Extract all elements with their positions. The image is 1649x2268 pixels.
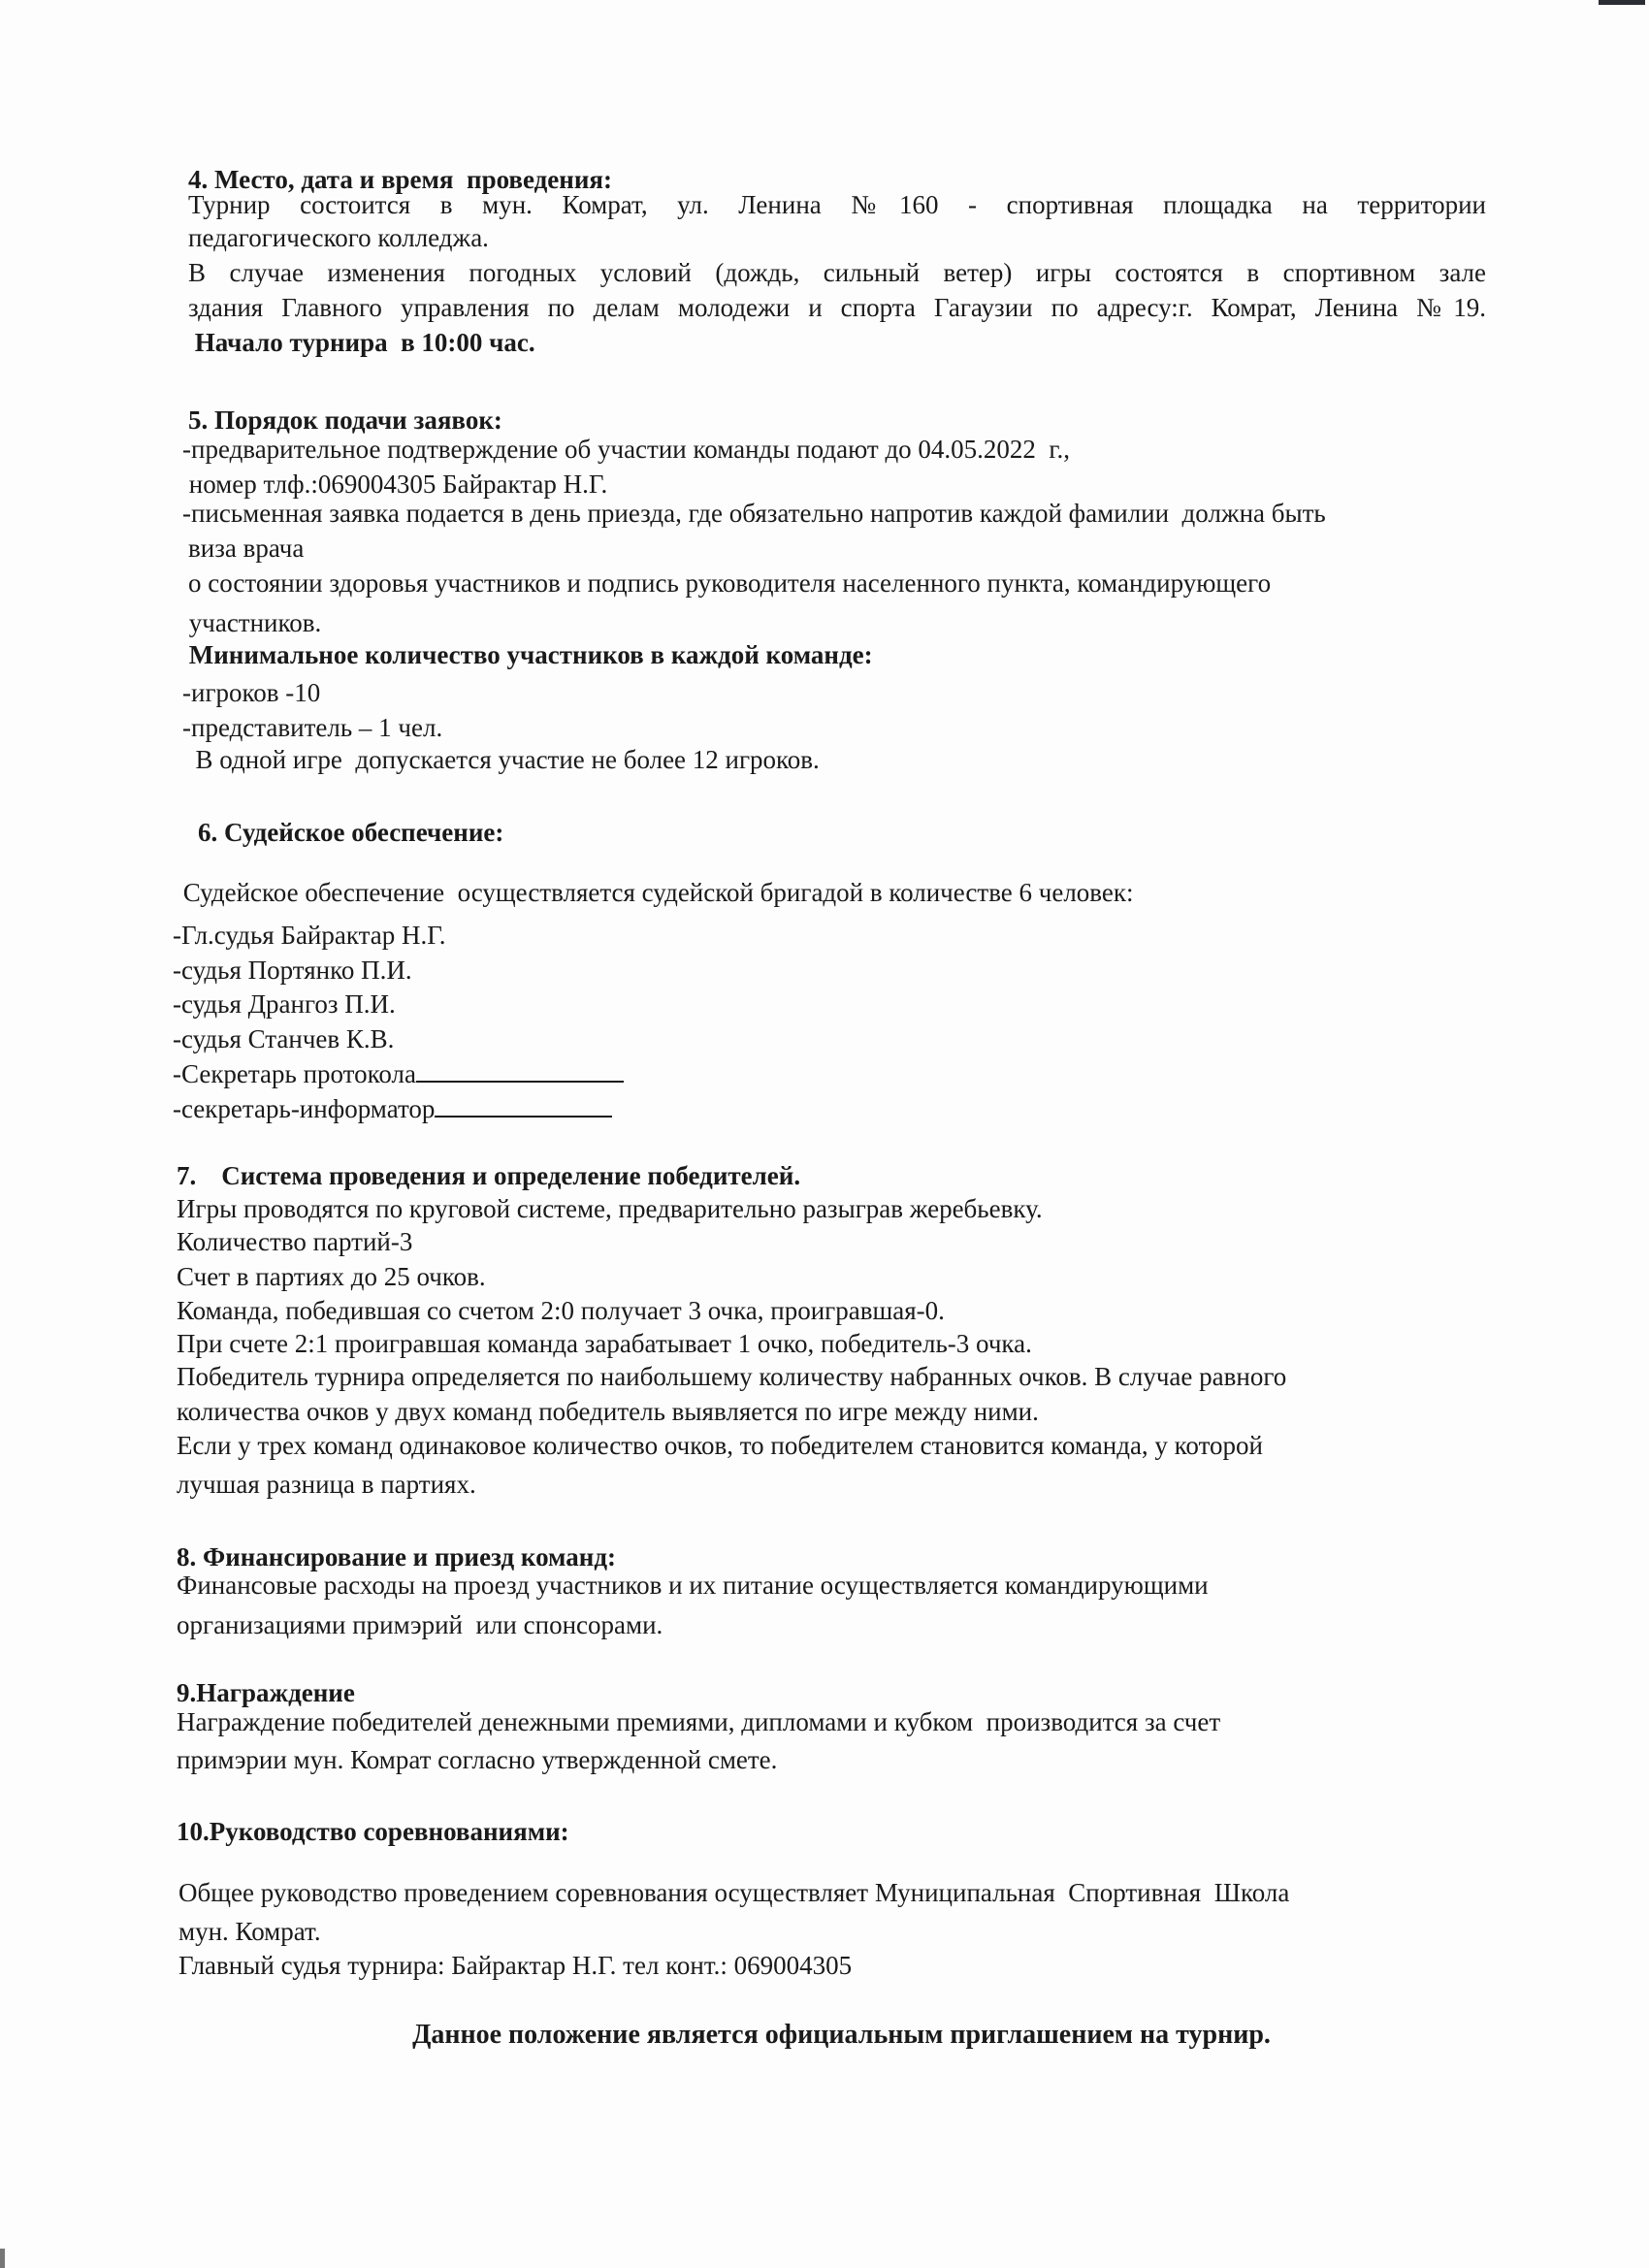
secretary-protocol-label: -Секретарь протокола: [173, 1059, 416, 1088]
section-4-line: педагогического колледжа.: [188, 223, 489, 252]
min-participants-heading: Минимальное количество участников в каждой команде:: [182, 640, 873, 669]
section-9-line: примэрии мун. Комрат согласно утвержденной смете.: [177, 1745, 778, 1774]
section-4-line: Турнир состоится в мун. Комрат, ул. Ленина №160 - спортивная площадка на территории: [188, 190, 1486, 219]
tournament-start-time: Начало турнира в 10:00 час.: [188, 328, 535, 357]
section-7-line: количества очков у двух команд победитель выявляется по игре между ними.: [177, 1397, 1039, 1426]
section-7-line: Если у трех команд одинаковое количество очков, то победителем становится команда, у которой: [177, 1431, 1263, 1460]
secretary-protocol: [173, 1057, 624, 1090]
section-7-line: При счете 2:1 проигравшая команда зарабатывает 1 очко, победитель-3 очка.: [177, 1329, 1032, 1358]
section-8-line: Финансовые расходы на проезд участников и их питание осуществляется командирующими: [177, 1571, 1209, 1600]
section-5-line: номер тлф.:069004305 Байрактар Н.Г.: [182, 470, 608, 499]
scan-edge-mark: [1599, 0, 1645, 5]
section-7-number: 7.: [177, 1161, 197, 1190]
section-7-line: Количество партий-3: [177, 1227, 413, 1256]
min-participants-line: В одной игре допускается участие не более 12 игроков.: [182, 745, 820, 774]
section-7-heading: [177, 1159, 800, 1192]
min-participants-line: -представитель – 1 чел.: [182, 713, 443, 742]
section-7-line: Игры проводятся по круговой системе, предварительно разыграв жеребьевку.: [177, 1194, 1043, 1223]
section-5-line: -письменная заявка подается в день приезда, где обязательно напротив каждой фамилии должна быть: [182, 499, 1326, 528]
secretary-informer-label: -секретарь-информатор: [173, 1094, 436, 1123]
judge-item: -судья Портянко П.И.: [173, 956, 412, 985]
section-9-heading: 9.Награждение: [177, 1678, 355, 1707]
section-5-line: -предварительное подтверждение об участии команды подают до 04.05.2022 г.,: [182, 435, 1070, 464]
section-4-line: здания Главного управления по делам молодежи и спорта Гагаузии по адресу:г. Комрат, Ленина №19.: [188, 293, 1486, 322]
section-7-title: Система проведения и определение победителей.: [221, 1161, 801, 1190]
section-7-line: Счет в партиях до 25 очков.: [177, 1262, 486, 1291]
section-5-line: о состоянии здоровья участников и подпись руководителя населенного пункта, командирующего: [188, 568, 1272, 598]
section-7-line: Победитель турнира определяется по наибольшему количеству набранных очков. В случае равного: [177, 1362, 1287, 1391]
section-10-heading: 10.Руководство соревнованиями:: [177, 1817, 569, 1846]
min-participants-line: -игроков -10: [182, 678, 321, 707]
section-10-line: Главный судья турнира: Байрактар Н.Г. тел конт.: 069004305: [178, 1951, 853, 1980]
section-10-line: мун. Комрат.: [178, 1917, 321, 1946]
section-4-heading: 4. Место, дата и время проведения:: [188, 165, 612, 194]
judging-intro: Судейское обеспечение осуществляется судейской бригадой в количестве 6 человек:: [177, 878, 1134, 907]
section-8-line: организациями примэрий или спонсорами.: [177, 1610, 663, 1639]
section-5-line: виза врача: [188, 534, 305, 563]
section-9-line: Награждение победителей денежными премиями, дипломами и кубком производится за счет: [177, 1707, 1221, 1736]
closing-statement: Данное положение является официальным приглашением на турнир.: [412, 2020, 1271, 2050]
blank-signature-line: [416, 1057, 624, 1083]
scan-edge-mark: [0, 2249, 5, 2268]
section-5-line: участников.: [182, 608, 322, 637]
section-5-heading: 5. Порядок подачи заявок:: [188, 405, 502, 435]
section-8-heading: 8. Финансирование и приезд команд:: [177, 1542, 616, 1571]
judge-item: -судья Станчев К.В.: [173, 1024, 395, 1053]
section-7-line: лучшая разница в партиях.: [177, 1470, 476, 1499]
secretary-informer: [173, 1092, 612, 1125]
judge-item: -судья Дрангоз П.И.: [173, 989, 396, 1019]
blank-signature-line: [435, 1092, 612, 1118]
judge-item: -Гл.судья Байрактар Н.Г.: [173, 921, 446, 950]
section-4-line: В случае изменения погодных условий (дождь, сильный ветер) игры состоятся в спортивном зале: [188, 258, 1486, 287]
section-6-heading: 6. Судейское обеспечение:: [198, 818, 504, 847]
section-7-line: Команда, победившая со счетом 2:0 получает 3 очка, проигравшая-0.: [177, 1296, 945, 1325]
section-10-line: Общее руководство проведением соревнования осуществляет Муниципальная Спортивная Школа: [178, 1878, 1290, 1907]
